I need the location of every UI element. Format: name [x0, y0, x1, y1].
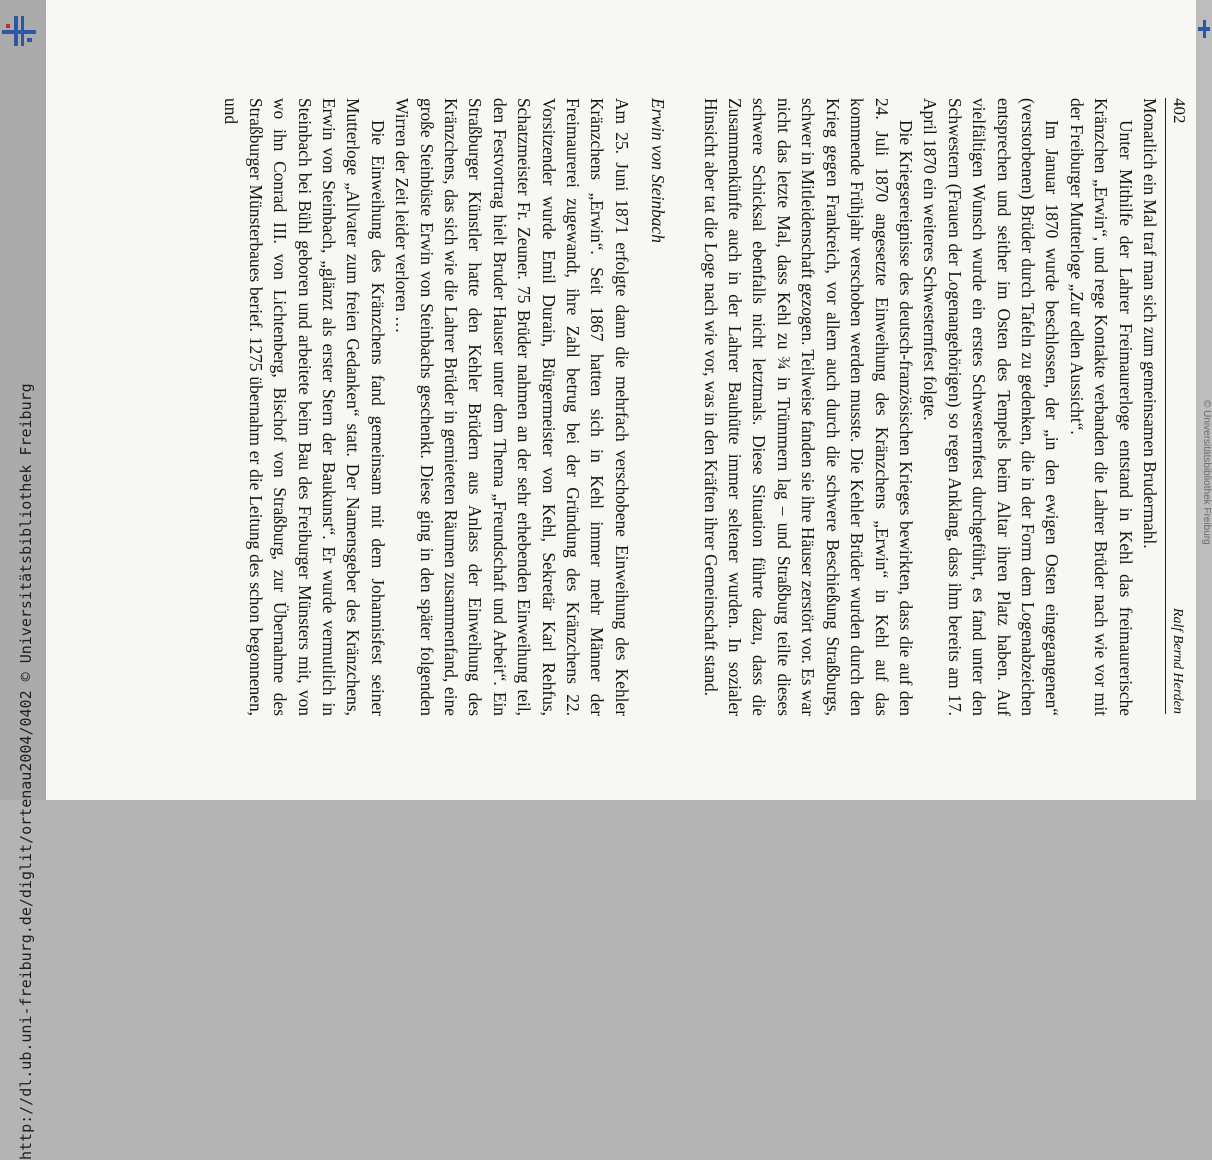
section-heading: Erwin von Steinbach — [648, 98, 669, 243]
copyright-notice: © Universitätsbibliothek Freiburg — [17, 383, 35, 682]
page-content — [46, 0, 1196, 800]
running-head — [1165, 98, 1190, 714]
scan-url: http://dl.ub.uni-freiburg.de/diglit/ortenau2004/0402 — [17, 690, 35, 1160]
right-edge-copyright: © Universitätsbibliothek Freiburg — [1201, 400, 1212, 545]
scanned-page — [46, 0, 1196, 800]
body-text — [219, 98, 1162, 716]
paragraph: Am 25. Juni 1871 erfolgte dann die mehrfach verschobene Einweihung des Kehler Kränzchens „Erwin“. Seit 1867 hatten sich in Kehl immer mehr Männer der Freimaurerei zugewandt, ihre Zahl betrug bei der Gründung des Kränzchens 22. Vorsitzender wurde Emil Durain, Bürgermeister von Kehl, Sekretär Karl Rehfus, Schatzmeister Fr. Zeuner. 75 Brüder nahmen an der sehr erhebenden Einweihung teil, den Festvortrag hielt Bruder Hauser unter dem Thema „Freundschaft und Arbeit“. Ein Straßburger Künstler hatte den Kehler Brüdern aus Anlass der Einweihung des Kränzchens, das sich wie die Lahrer Brüder in gemieteten Räumen zusammenfand, eine große Steinbüste Erwin von Steinbachs geschenkt. Diese ging in den später folgenden Wirren der Zeit leider verloren … — [392, 98, 632, 716]
library-logo-edge-icon — [1198, 20, 1210, 38]
paragraph: Die Einweihung des Kränzchens fand gemeinsam mit dem Johannisfest seiner Mutterloge „Allvater zum freien Gedanken“ statt. Der Namensgeber des Kränzchens, Erwin von Steinbach, „glänzt als erster Stern der Baukunst“. Er wurde vermutlich in Steinbach bei Bühl geboren und arbeitete beim Bau des Freiburger Münsters mit, von wo ihn Conrad III. von Lichtenberg, Bischof von Straßburg, zur Übernahme des Straßburger Münsterbaues berief. 1275 übernahm er die Leitung des schon begonnenen, und — [221, 98, 388, 716]
author-name: Ralf Bernd Herden — [1170, 607, 1185, 714]
paragraph: Monatlich ein Mal traf man sich zum gemeinsamen Brudermahl. — [1140, 98, 1160, 549]
paragraph: Im Januar 1870 wurde beschlossen, der „in den ewigen Osten eingegangenen“ (verstorbenen) Brüder durch Tafeln zu gedenken, die in der Form dem Logenabzeichen entsprechen und seither im Osten des Tempels beim Altar ihren Platz haben. Auf vielfältigen Wunsch wurde ein erstes Schwesternfest durchgeführt, es fand unter den Schwestern (Frauen der Logenangehörigen) so regen Anklang, dass ihm bereits am 17. April 1870 ein weiteres Schwesternfest folgte. — [920, 98, 1063, 716]
library-logo-icon — [2, 16, 36, 46]
paragraph: Unter Mithilfe der Lahrer Freimaurerloge entstand in Kehl das freimaurerische Kränzchen „Erwin“, und rege Kontakte verbanden die Lahrer Brüder nach wie vor mit der Freiburger Mutterloge „Zur edlen Aussicht“. — [1066, 98, 1136, 716]
scan-url-and-copyright — [14, 383, 38, 1160]
paragraph: Die Kriegsereignisse des deutsch-französischen Krieges bewirkten, dass die auf den 24. Juli 1870 angesetzte Einweihung des Kränzchens „Erwin“ in Kehl auf das kommende Frühjahr verschoben werden musste. Die Kehler Brüder wurden durch den Krieg gegen Frankreich, vor allem auch durch die schwere Beschießung Straßburgs, schwer in Mitleidenschaft gezogen. Teilweise fanden sie ihre Häuser zerstört vor. Es war nicht das letzte Mal, dass Kehl zu ¾ in Trümmern lag – und Straßburg teilte dieses schwere Schicksal ebenfalls nicht letztmals. Diese Situation führte dazu, dass die Zusammenkünfte auch in der Lahrer Bauhütte immer seltener wurden. In sozialer Hinsicht aber tat die Loge nach wie vor, was in den Kräften ihrer Gemeinschaft stand. — [700, 98, 916, 716]
page-number: 402 — [1170, 98, 1189, 124]
